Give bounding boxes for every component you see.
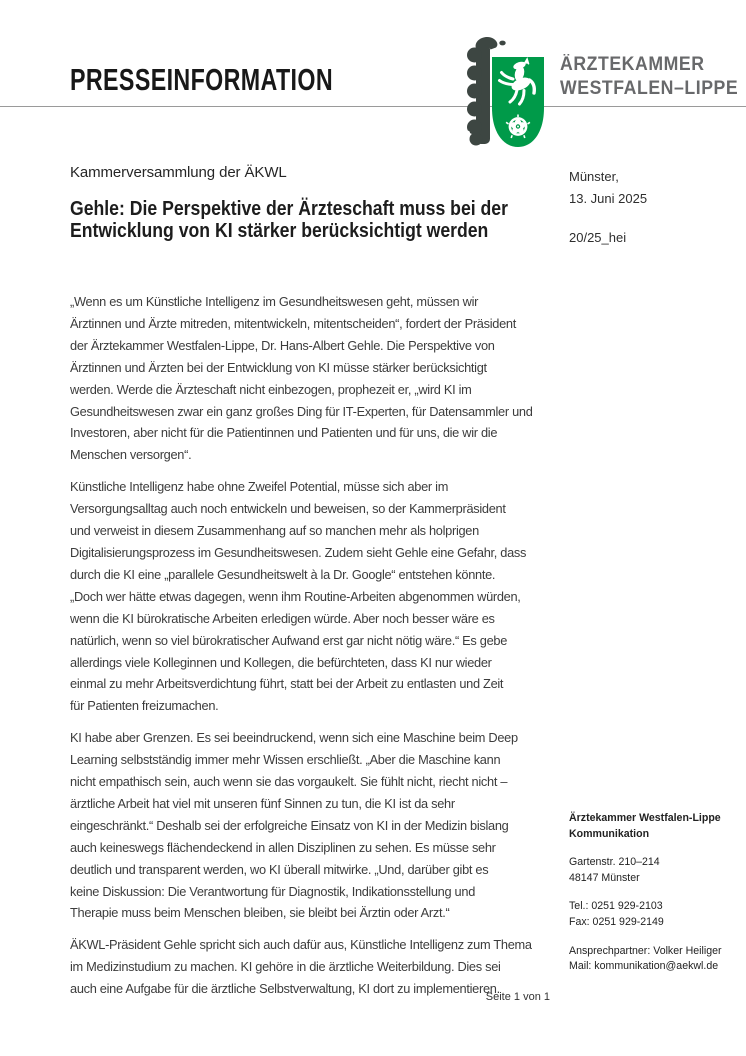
body-line: Ärztinnen und Ärzte mitreden, mitentwickeln, mitentscheiden“, fordert der Präsident — [70, 315, 516, 331]
body-line: für Patienten freizumachen. — [70, 698, 219, 714]
contact-org-line2: Kommunikation — [569, 827, 650, 840]
body-line: Learning selbstständig immer mehr Wissen erschließt. „Aber die Maschine kann — [70, 752, 501, 768]
body-line: ÄKWL-Präsident Gehle spricht sich auch dafür aus, Künstliche Intelligenz zum Thema — [70, 937, 532, 953]
body-line: Künstliche Intelligenz habe ohne Zweifel Potential, müsse sich aber im — [70, 479, 449, 495]
body-paragraph — [70, 291, 570, 466]
body-paragraph — [70, 476, 570, 717]
body-line: natürlich, wenn so viel bürokratischer Aufwand erst gar nicht nötig wäre.“ Es gebe — [70, 632, 508, 648]
page-title: PRESSEINFORMATION — [70, 62, 334, 97]
body-line: keine Diskussion: Die Verantwortung für Diagnostik, Indikationsstellung und — [70, 883, 476, 899]
body-line: nicht empathisch sein, auch wenn sie das vorgaukelt. Sie fühlt nicht, riecht nicht – — [70, 774, 508, 790]
press-place: Münster, — [569, 169, 619, 184]
body-line: durch die KI eine „parallele Gesundheitswelt à la Dr. Google“ entstehen könnte. — [70, 566, 496, 582]
body-line: Menschen versorgen“. — [70, 447, 192, 463]
contact-street: Gartenstr. 210–214 — [569, 856, 660, 869]
page-indicator: Seite 1 von 1 — [485, 991, 550, 1003]
brand-name-line1: ÄRZTEKAMMER — [560, 54, 705, 75]
body-line: der Ärztekammer Westfalen-Lippe, Dr. Hans-Albert Gehle. Die Perspektive von — [70, 337, 495, 353]
body-line: im Medizinstudium zu machen. KI gehöre in die ärztliche Weiterbildung. Dies sei — [70, 959, 501, 975]
header-divider — [0, 106, 746, 107]
press-reference: 20/25_hei — [569, 230, 627, 245]
body-line: Versorgungsalltag auch noch entwickeln und beweisen, so der Kammerpräsident — [70, 501, 506, 517]
body-paragraph — [70, 727, 570, 924]
body-line: auch eine Aufgabe für die ärztliche Selbstverwaltung, KI dort zu implementieren. — [70, 981, 500, 997]
body-line: ärztliche Arbeit hat viel mit unseren fünf Sinnen zu tun, die KI ist da sehr — [70, 795, 455, 811]
contact-tel: Tel.: 0251 929-2103 — [569, 900, 663, 913]
body-line: „Doch wer hätte etwas dagegen, wenn ihm Routine-Arbeiten abgenommen würden, — [70, 588, 521, 604]
body-line: Gesundheitswesen zwar ein ganz großes Ding für IT-Experten, für Datensammler und — [70, 403, 533, 419]
press-topic: Kammerversammlung der ÄKWL — [70, 164, 287, 181]
body-line: Ärztinnen und Ärzten bei der Entwicklung von KI müsse stärker berücksichtigt — [70, 359, 487, 375]
body-line: auch keineswegs flächendeckend in allen Disziplinen zu sehen. Es müsse sehr — [70, 839, 496, 855]
press-headline — [70, 198, 508, 242]
brand-name — [560, 53, 738, 100]
body-line: eingeschränkt.“ Deshalb sei der erfolgreiche Einsatz von KI in der Medizin bislang — [70, 817, 509, 833]
body-line: deutlich und transparent werden, wo KI überall mitwirke. „Und, darüber gibt es — [70, 861, 489, 877]
body-line: Therapie muss beim Menschen bleiben, sie bleibt bei Ärztin oder Arzt.“ — [70, 905, 450, 921]
body-line: allerdings viele Kolleginnen und Kollegen, die befürchteten, dass KI nur wieder — [70, 654, 492, 670]
body-line: einmal zu mehr Arbeitsverdichtung führt, statt bei der Arbeit zu entlasten und Zeit — [70, 676, 504, 692]
contact-fax: Fax: 0251 929-2149 — [569, 915, 664, 928]
headline-line: Entwicklung von KI stärker berücksichtigt werden — [70, 218, 489, 242]
body-line: KI habe aber Grenzen. Es sei beeindruckend, wenn sich eine Maschine beim Deep — [70, 730, 518, 746]
body-line: und verweist in diesem Zusammenhang auf so manchen mehr als holprigen — [70, 523, 479, 539]
body-line: Digitalisierungsprozess im Gesundheitswesen. Zudem sieht Gehle eine Gefahr, dass — [70, 544, 527, 560]
press-body — [70, 291, 570, 1010]
contact-person: Ansprechpartner: Volker Heiliger — [569, 944, 722, 957]
body-line: werden. Werde die Ärzteschaft nicht einbezogen, prophezeit er, „wird KI im — [70, 381, 472, 397]
press-meta — [569, 166, 647, 249]
headline-line: Gehle: Die Perspektive der Ärzteschaft muss bei der — [70, 197, 508, 220]
contact-city: 48147 Münster — [569, 871, 640, 884]
contact-block — [569, 811, 741, 988]
aekwl-logo-icon — [458, 36, 550, 150]
body-line: Investoren, aber nicht für die Patientinnen und Patienten und für uns, die wir die — [70, 425, 498, 441]
body-line: wenn die KI bürokratische Arbeiten erledigen würde. Aber noch besser wäre es — [70, 610, 495, 626]
brand-name-line2: WESTFALEN–LIPPE — [560, 77, 739, 99]
body-line: „Wenn es um Künstliche Intelligenz im Gesundheitswesen geht, müssen wir — [70, 294, 479, 309]
contact-mail: Mail: kommunikation@aekwl.de — [569, 960, 719, 973]
contact-org-line1: Ärztekammer Westfalen-Lippe — [569, 812, 721, 824]
press-date: 13. Juni 2025 — [569, 191, 648, 206]
